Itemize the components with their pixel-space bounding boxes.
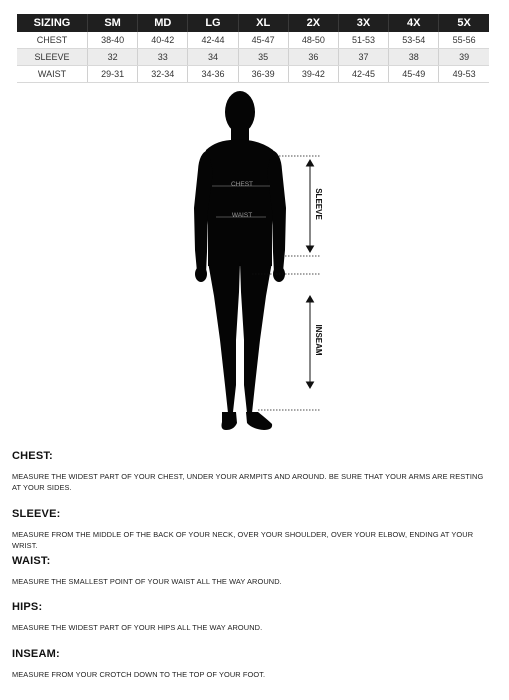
sleeve-arrow (307, 160, 314, 252)
table-cell: 32-34 (138, 66, 188, 83)
chest-figure-label: CHEST (230, 181, 254, 188)
table-cell: 29-31 (88, 66, 138, 83)
table-cell: 53-54 (389, 32, 439, 49)
header-cell-sm: SM (88, 14, 138, 32)
header-cell-sizing: SIZING (17, 14, 88, 32)
row-label: SLEEVE (17, 49, 88, 66)
guide-heading: CHEST: (12, 450, 53, 462)
table-cell: 45-49 (389, 66, 439, 83)
table-cell: 35 (238, 49, 288, 66)
row-label: WAIST (17, 66, 88, 83)
guide-heading: SLEEVE: (12, 508, 61, 520)
table-cell: 45-47 (238, 32, 288, 49)
table-cell: 55-56 (439, 32, 489, 49)
table-cell: 51-53 (338, 32, 388, 49)
header-cell-2x: 2X (288, 14, 338, 32)
table-cell: 39 (439, 49, 489, 66)
table-cell: 33 (138, 49, 188, 66)
guide-text: MEASURE THE SMALLEST POINT OF YOUR WAIST ALL THE WAY AROUND. (12, 577, 282, 586)
human-silhouette (194, 91, 286, 430)
guide-heading: HIPS: (12, 601, 43, 613)
sleeve-figure-label: SLEEVE (314, 188, 323, 220)
guide-text: MEASURE THE WIDEST PART OF YOUR HIPS ALL THE WAY AROUND. (12, 623, 263, 632)
waist-figure-label: WAIST (231, 212, 253, 219)
row-label: CHEST (17, 32, 88, 49)
header-cell-4x: 4X (389, 14, 439, 32)
guide-heading: WAIST: (12, 555, 51, 567)
table-cell: 36 (288, 49, 338, 66)
table-cell: 38 (389, 49, 439, 66)
header-cell-5x: 5X (439, 14, 489, 32)
table-cell: 42-45 (338, 66, 388, 83)
guide-item-inseam (12, 648, 492, 680)
header-cell-xl: XL (238, 14, 288, 32)
inseam-figure-label: INSEAM (314, 324, 323, 356)
table-cell: 49-53 (439, 66, 489, 83)
table-cell: 40-42 (138, 32, 188, 49)
table-cell: 48-50 (288, 32, 338, 49)
table-cell: 37 (338, 49, 388, 66)
table-cell: 38-40 (88, 32, 138, 49)
header-cell-lg: LG (188, 14, 238, 32)
guide-heading: INSEAM: (12, 648, 60, 660)
table-cell: 32 (88, 49, 138, 66)
inseam-arrow (307, 296, 314, 388)
guide-text: MEASURE FROM YOUR CROTCH DOWN TO THE TOP OF YOUR FOOT. (12, 670, 266, 679)
table-cell: 34-36 (188, 66, 238, 83)
table-cell: 36-39 (238, 66, 288, 83)
header-cell-md: MD (138, 14, 188, 32)
table-cell: 39-42 (288, 66, 338, 83)
guide-item-waist (12, 555, 492, 587)
guide-item-chest (12, 450, 492, 493)
header-cell-3x: 3X (338, 14, 388, 32)
table-cell: 42-44 (188, 32, 238, 49)
guide-text: MEASURE FROM THE MIDDLE OF THE BACK OF YOUR NECK, OVER YOUR SHOULDER, OVER YOUR ELBOW, ENDING AT YOUR WRIST. (12, 530, 474, 550)
table-cell: 34 (188, 49, 238, 66)
guide-item-sleeve (12, 508, 492, 551)
guide-text: MEASURE THE WIDEST PART OF YOUR CHEST, UNDER YOUR ARMPITS AND AROUND. BE SURE THAT YOUR ARMS ARE RESTING AT YOUR SIDES. (12, 472, 484, 492)
guide-item-hips (12, 601, 492, 633)
